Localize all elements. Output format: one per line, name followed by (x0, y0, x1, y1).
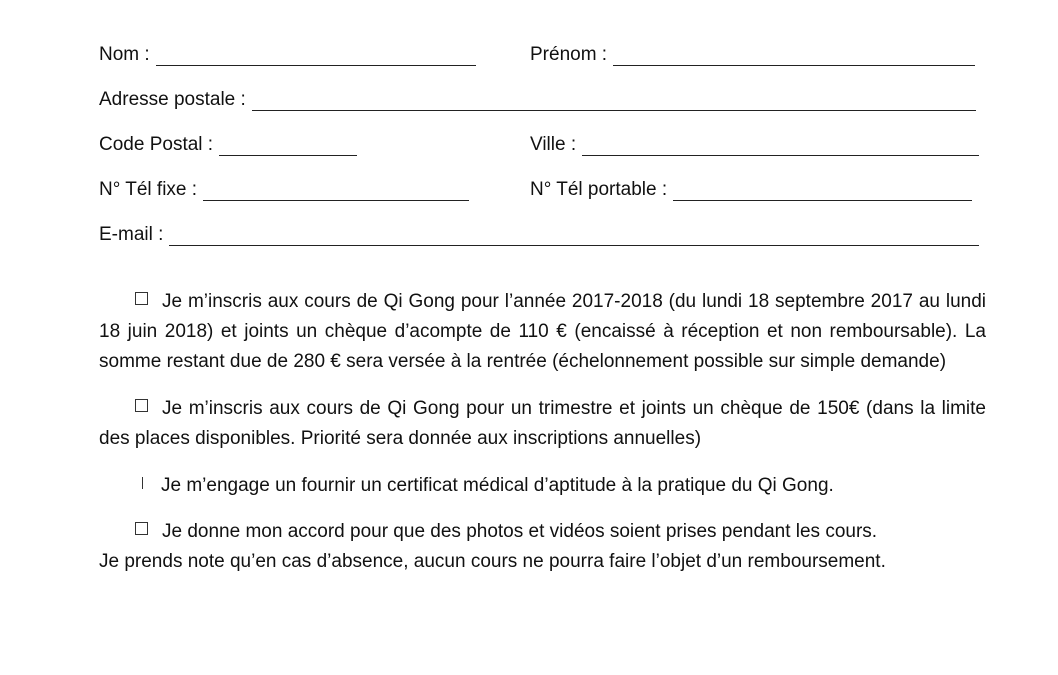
ville-input[interactable] (582, 135, 979, 156)
trimester-checkbox[interactable] (135, 399, 148, 412)
row-phone (99, 171, 985, 216)
ville-field (530, 132, 979, 156)
adresse-label: Adresse postale : (99, 89, 246, 110)
medical-checkbox[interactable] (142, 477, 143, 489)
prenom-label: Prénom : (530, 44, 608, 65)
annual-text: Je m’inscris aux cours de Qi Gong pour l’année 2017-2018 (du lundi 18 septembre 2017 au lundi 18 juin 2018) et joints un chèque d’acompte de 110 € (encaissé à réception et non remboursable). La somme restant due de 280 € sera versée à la rentrée (échelonnement possible sur simple demande) (99, 291, 986, 372)
tel-fixe-label: N° Tél fixe : (99, 179, 198, 200)
tel-fixe-field (99, 177, 469, 201)
adresse-field (99, 87, 976, 111)
absence-note: Je prends note qu’en cas d’absence, aucun cours ne pourra faire l’objet d’un remboursement. (99, 551, 886, 572)
terms-section (99, 287, 986, 577)
email-field (99, 222, 979, 246)
photos-checkbox[interactable] (135, 522, 148, 535)
medical-text: Je m’engage un fournir un certificat médical d’aptitude à la pratique du Qi Gong. (161, 475, 834, 496)
option-annual (99, 287, 986, 377)
nom-label: Nom : (99, 44, 150, 65)
option-medical (99, 471, 986, 501)
photos-text: Je donne mon accord pour que des photos et vidéos soient prises pendant les cours. (162, 521, 878, 542)
row-address (99, 81, 985, 126)
code-postal-input[interactable] (219, 135, 357, 156)
annual-checkbox[interactable] (135, 292, 148, 305)
ville-label: Ville : (530, 134, 577, 155)
tel-portable-label: N° Tél portable : (530, 179, 668, 200)
prenom-field (530, 42, 975, 66)
adresse-input[interactable] (252, 90, 976, 111)
tel-fixe-input[interactable] (203, 180, 469, 201)
row-city (99, 126, 985, 171)
row-name (99, 36, 985, 81)
row-email (99, 216, 985, 261)
email-input[interactable] (169, 225, 979, 246)
tel-portable-field (530, 177, 972, 201)
code-postal-label: Code Postal : (99, 134, 214, 155)
nom-input[interactable] (156, 45, 476, 66)
nom-field (99, 42, 476, 66)
option-trimester (99, 394, 986, 454)
code-postal-field (99, 132, 357, 156)
prenom-input[interactable] (613, 45, 975, 66)
registration-form (99, 36, 985, 261)
tel-portable-input[interactable] (673, 180, 972, 201)
trimester-text: Je m’inscris aux cours de Qi Gong pour un trimestre et joints un chèque de 150€ (dans la limite des places disponibles. Priorité sera donnée aux inscriptions annuelles) (99, 398, 986, 449)
email-label: E-mail : (99, 224, 164, 245)
option-photos (99, 517, 986, 547)
